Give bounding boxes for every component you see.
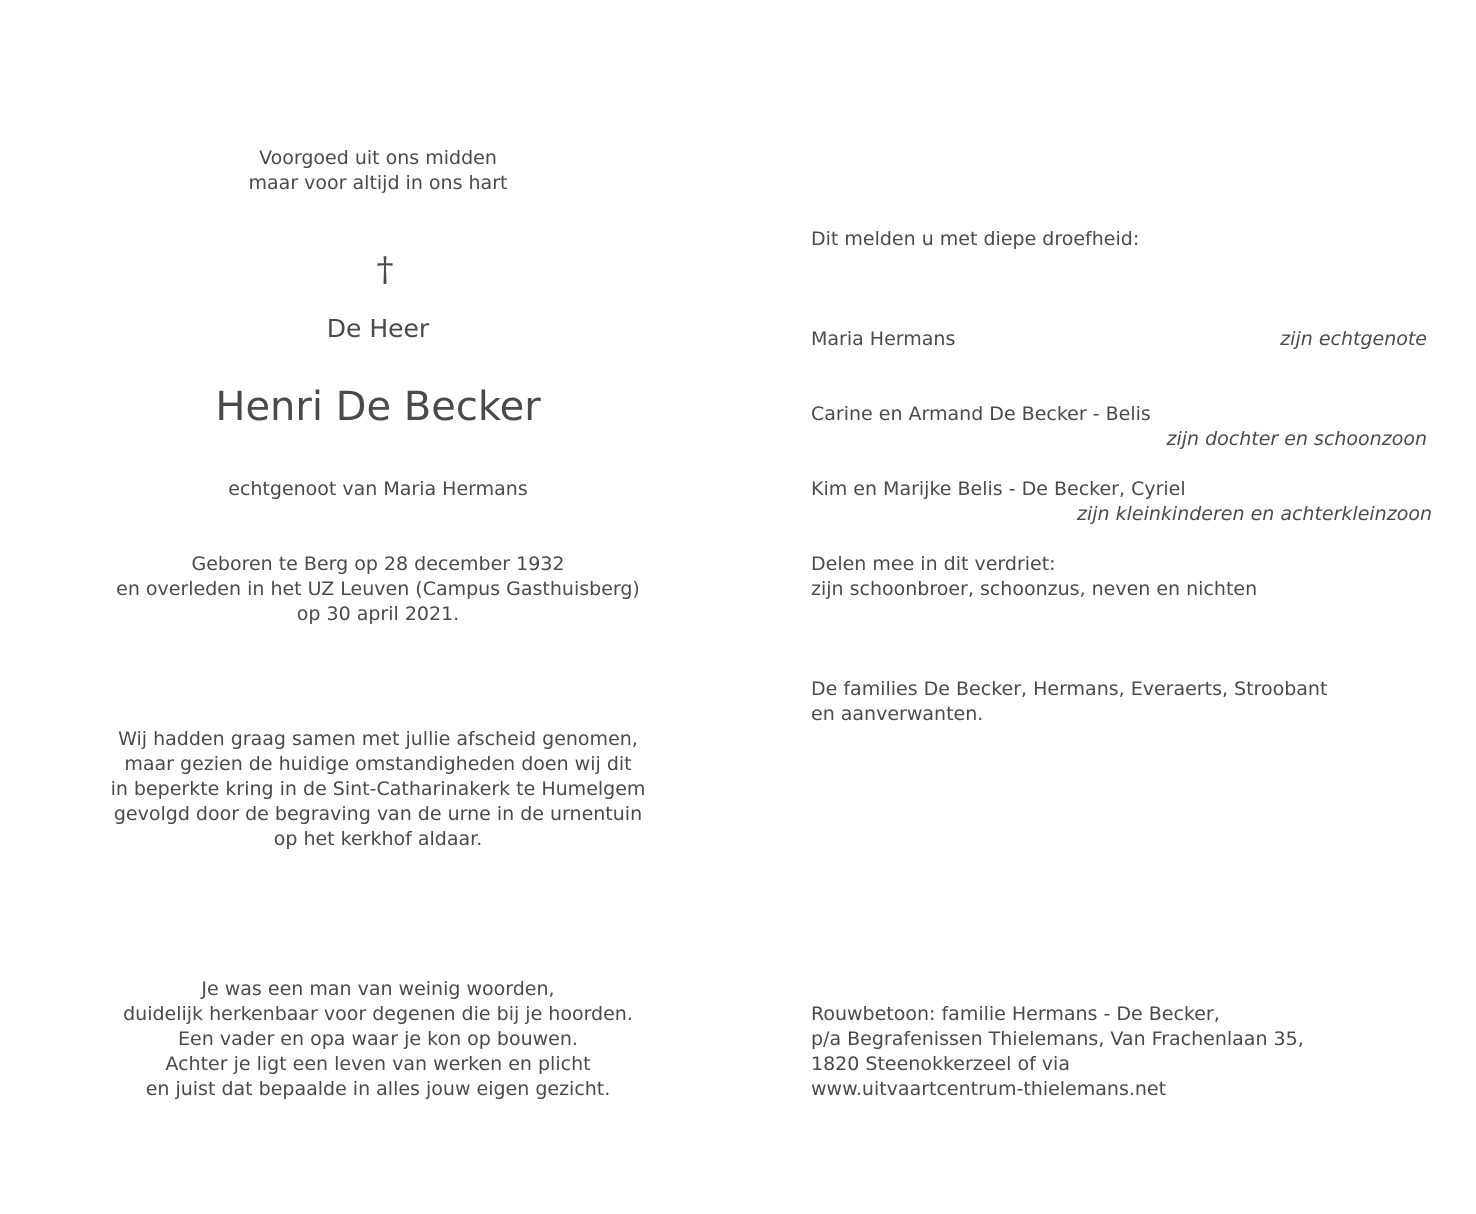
relative-role: zijn dochter en schoonzoon — [1166, 428, 1427, 450]
birth-line: Geboren te Berg op 28 december 1932 — [191, 553, 565, 575]
families-block — [811, 677, 1436, 727]
motto-line-1: Voorgoed uit ons midden — [259, 147, 497, 169]
families-line-2: en aanverwanten. — [811, 703, 984, 725]
address-line-1: Rouwbetoon: familie Hermans - De Becker, — [811, 1003, 1220, 1025]
address-line-3: 1820 Steenokkerzeel of via — [811, 1053, 1070, 1075]
relative-name: Maria Hermans — [811, 328, 956, 350]
death-date-line: op 30 april 2021. — [296, 603, 460, 625]
death-place-line: en overleden in het UZ Leuven (Campus Gasthuisberg) — [116, 578, 640, 600]
motto-line-2: maar voor altijd in ons hart — [248, 172, 508, 194]
relative-role: zijn kleinkinderen en achterkleinzoon — [1077, 503, 1432, 525]
ceremony-line-2: maar gezien de huidige omstandigheden doen wij dit — [124, 753, 632, 775]
relative-row — [811, 327, 1427, 352]
sharing-line-2: zijn schoonbroer, schoonzus, neven en nichten — [811, 578, 1258, 600]
spouse-text: echtgenoot van Maria Hermans — [228, 478, 528, 500]
intro-text: Dit melden u met diepe droefheid: — [811, 228, 1140, 250]
spouse-line — [60, 477, 696, 502]
ceremony-line-1: Wij hadden graag samen met jullie afscheid genomen, — [118, 728, 638, 750]
relative-name: Carine en Armand De Becker - Belis — [811, 403, 1151, 425]
poem-line-3: Een vader en opa waar je kon op bouwen. — [178, 1028, 578, 1050]
ceremony-line-4: gevolgd door de begraving van de urne in de urnentuin — [113, 803, 643, 825]
families-line-1: De families De Becker, Hermans, Everaerts, Stroobant — [811, 678, 1328, 700]
relative-role: zijn echtgenote — [1280, 328, 1427, 350]
sharing-block — [811, 552, 1436, 602]
address-line-2: p/a Begrafenissen Thielemans, Van Frachenlaan 35, — [811, 1028, 1304, 1050]
deceased-name: Henri De Becker — [215, 384, 541, 430]
relative-name: Kim en Marijke Belis - De Becker, Cyriel — [811, 478, 1186, 500]
intro-block — [811, 227, 1436, 252]
relative-row — [811, 402, 1427, 452]
poem-line-2: duidelijk herkenbaar voor degenen die bij je hoorden. — [123, 1003, 633, 1025]
birth-death-block — [60, 552, 696, 627]
sharing-line-1: Delen mee in dit verdriet: — [811, 553, 1056, 575]
poem-block — [60, 977, 696, 1102]
motto — [60, 146, 696, 196]
address-block — [811, 1002, 1436, 1102]
poem-line-5: en juist dat bepaalde in alles jouw eigen gezicht. — [145, 1078, 611, 1100]
website-link[interactable]: www.uitvaartcentrum-thielemans.net — [811, 1078, 1167, 1100]
honorific-title: De Heer — [326, 314, 430, 343]
ceremony-block — [60, 727, 696, 852]
relative-row — [811, 477, 1432, 527]
ceremony-line-5: op het kerkhof aldaar. — [273, 828, 483, 850]
cross-icon: † — [376, 250, 394, 290]
poem-line-1: Je was een man van weinig woorden, — [201, 978, 555, 1000]
ceremony-line-3: in beperkte kring in de Sint-Catharinakerk te Humelgem — [110, 778, 646, 800]
poem-line-4: Achter je ligt een leven van werken en plicht — [165, 1053, 591, 1075]
